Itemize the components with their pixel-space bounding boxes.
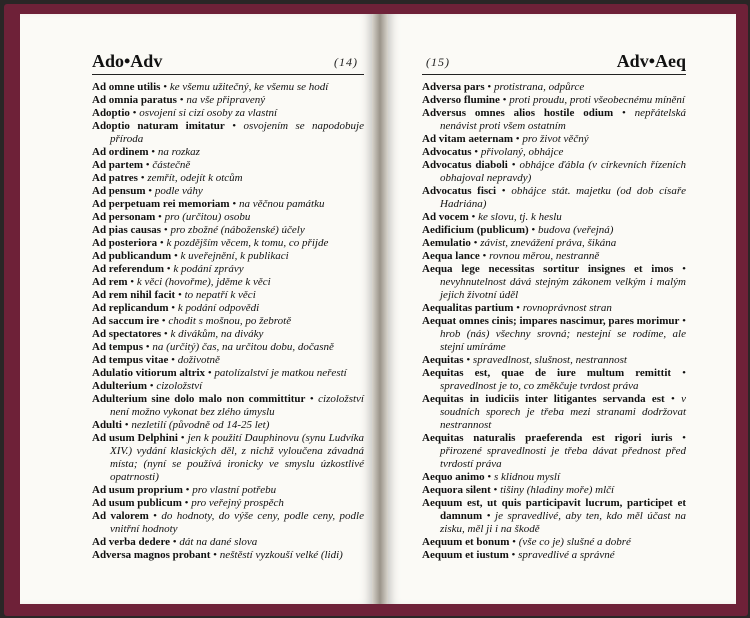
dictionary-entry: Ad usum Delphini • jen k použití Dauphinovu (synu Ludvíka XIV.) vydání klasických děl, z nichž vyloučena závadná místa; (nyní se používá ironicky ve smyslu úzkostlivé opatrnosti)	[92, 432, 365, 483]
dictionary-entry: Aequa lance • rovnou měrou, nestranně	[422, 250, 600, 262]
entry-term: Adoptio	[92, 107, 130, 119]
entry-term: Adversa magnos probant	[92, 549, 211, 561]
entry-definition: zemřít, odejít k otcům	[147, 172, 243, 184]
dictionary-entry: Aequitas naturalis praeferenda est rigori iuris • přirozené spravedlnosti je třeba dávat přednost před tvrdostí práva	[422, 432, 686, 470]
dictionary-entry: Aequalitas partium • rovnoprávnost stran	[422, 302, 612, 314]
left-entry-list	[92, 81, 364, 562]
entry-term: Ad tempus vitae	[92, 354, 169, 366]
entry-definition: ke všemu užitečný, ke všemu se hodí	[169, 81, 329, 93]
entry-term: Ad valorem	[92, 510, 149, 522]
dictionary-entry: Aequitas • spravedlnost, slušnost, nestrannost	[422, 354, 627, 366]
entry-definition: k pozdějším věcem, k tomu, co přijde	[166, 237, 329, 249]
entry-term: Ad vitam aeternam	[422, 133, 514, 145]
entry-definition: budova (veřejná)	[538, 224, 614, 236]
entry-definition: rovnoprávnost stran	[522, 302, 612, 314]
entry-definition: obhájce stát. majetku (od dob císaře Hadriána)	[440, 185, 686, 210]
entry-definition: doživotně	[177, 354, 220, 366]
entry-term: Aequum et iustum	[422, 549, 509, 561]
dictionary-entry: Adversa magnos probant • neštěstí vyzkouší velké (lidi)	[92, 549, 343, 561]
entry-definition: k divákům, na diváky	[170, 328, 264, 340]
entry-term: Aequitas	[422, 354, 464, 366]
entry-term: Aequora silent	[422, 484, 491, 496]
dictionary-entry: Ad rem nihil facit • to nepatří k věci	[92, 289, 256, 301]
entry-definition: na vše připravený	[186, 94, 266, 106]
dictionary-entry: Ad posteriora • k pozdějším věcem, k tomu, co přijde	[92, 237, 329, 249]
dictionary-entry: Ad ordinem • na rozkaz	[92, 146, 200, 158]
dictionary-entry: Adulatio vitiorum altrix • patolízalství je matkou neřestí	[92, 367, 347, 379]
dictionary-entry: Advocatus diaboli • obhájce ďábla (v církevních řízeních obhajoval nepravdy)	[422, 159, 686, 184]
entry-term: Aemulatio	[422, 237, 471, 249]
dictionary-entry: Ad pias causas • pro zbožné (náboženské) účely	[92, 224, 305, 236]
left-page-number: (14)	[334, 55, 358, 69]
dictionary-entry: Aemulatio • závist, znevážení práva, šikána	[422, 237, 617, 249]
entry-term: Aequitas in iudiciis inter litigantes servanda est	[422, 393, 665, 405]
entry-definition: neštěstí vyzkouší velké (lidi)	[219, 549, 343, 561]
dictionary-entry: Aequum est, ut quis participavit lucrum, participet et damnum • je spravedlivé, aby ten, kdo měl účast na zisku, měl ji i na škodě	[422, 497, 686, 535]
entry-term: Ad verba dedere	[92, 536, 171, 548]
dictionary-entry: Ad vitam aeternam • pro život věčný	[422, 133, 589, 145]
entry-definition: k podání zprávy	[173, 263, 244, 275]
entry-term: Ad pensum	[92, 185, 146, 197]
entry-definition: pro veřejný prospěch	[191, 497, 284, 509]
entry-term: Ad tempus	[92, 341, 144, 353]
entry-term: Ad partem	[92, 159, 144, 171]
dictionary-entry: Adversus omnes alios hostile odium • nepřátelská nenávist proti všem ostatním	[422, 107, 686, 132]
entry-term: Ad referendum	[92, 263, 165, 275]
entry-definition: spravedlnost, slušnost, nestrannost	[472, 354, 627, 366]
dictionary-entry: Ad omnia paratus • na vše připravený	[92, 94, 266, 106]
entry-term: Ad omne utilis	[92, 81, 161, 93]
entry-term: Aequitas est, quae de iure multum remittit	[422, 367, 672, 379]
entry-term: Ad spectatores	[92, 328, 162, 340]
dictionary-entry: Aequitas est, quae de iure multum remittit • spravedlnost je to, co změkčuje tvrdost práva	[422, 367, 686, 392]
entry-term: Aequa lege necessitas sortitur insignes et imos	[422, 263, 674, 275]
dictionary-entry: Ad publicandum • k uveřejnění, k publikaci	[92, 250, 289, 262]
entry-definition: závist, znevážení práva, šikána	[480, 237, 617, 249]
dictionary-entry: Adulterium • cizoložství	[92, 380, 203, 392]
left-header-title: Ado•Adv	[92, 51, 163, 71]
entry-term: Ad usum Delphini	[92, 432, 178, 444]
entry-term: Adversa pars	[422, 81, 485, 93]
entry-definition: patolízalství je matkou neřestí	[214, 367, 347, 379]
entry-definition: přirozené spravedlnosti je třeba dávat přednost před tvrdostí práva	[440, 445, 686, 470]
entry-definition: to nepatří k věci	[184, 289, 256, 301]
dictionary-entry: Adulti • nezletilí (původně od 14-25 let)	[92, 419, 270, 431]
dictionary-entry: Adulterium sine dolo malo non committitur • cizoložství není možno vykonat bez zlého úmyslu	[92, 393, 364, 418]
entry-term: Adversus omnes alios hostile odium	[422, 107, 614, 119]
entry-definition: protistrana, odpůrce	[494, 81, 585, 93]
entry-definition: tišiny (hladiny moře) mlčí	[500, 484, 615, 496]
entry-term: Aequalitas partium	[422, 302, 514, 314]
entry-term: Aequo animo	[422, 471, 485, 483]
entry-definition: nezletilí (původně od 14-25 let)	[131, 419, 270, 431]
left-page-header	[92, 50, 364, 75]
entry-definition: jen k použití Dauphinovu (synu Ludvíka XIV.) vydání klasických děl, z nichž vyloučena závadná místa; (nyní se používá ironicky ve smyslu úzkostlivé opatrnosti)	[110, 432, 365, 483]
entry-definition: na věčnou památku	[238, 198, 325, 210]
entry-definition: přivolaný, obhájce	[480, 146, 564, 158]
dictionary-entry: Aequo animo • s klidnou myslí	[422, 471, 561, 483]
entry-term: Aequitas naturalis praeferenda est rigori iuris	[422, 432, 673, 444]
entry-term: Ad rem nihil facit	[92, 289, 176, 301]
entry-term: Adoptio naturam imitatur	[92, 120, 225, 132]
entry-term: Adverso flumine	[422, 94, 500, 106]
book-gutter	[372, 14, 388, 604]
entry-term: Adulterium	[92, 380, 147, 392]
entry-definition: pro (určitou) osobu	[164, 211, 251, 223]
entry-term: Ad personam	[92, 211, 156, 223]
entry-definition: pro vlastní potřebu	[192, 484, 277, 496]
dictionary-entry: Adoptio • osvojení si cizí osoby za vlastní	[92, 107, 278, 119]
entry-term: Ad replicandum	[92, 302, 169, 314]
dictionary-entry: Advocatus fisci • obhájce stát. majetku (od dob císaře Hadriána)	[422, 185, 686, 210]
entry-term: Ad omnia paratus	[92, 94, 177, 106]
dictionary-entry: Aequat omnes cinis; impares nascimur, pares morimur • hrob (nás) všechny srovná; nestejní se rodíme, ale stejní umíráme	[422, 315, 686, 353]
dictionary-entry: Ad usum publicum • pro veřejný prospěch	[92, 497, 284, 509]
dictionary-entry: Ad vocem • ke slovu, tj. k heslu	[422, 211, 562, 223]
entry-definition: dát na dané slova	[179, 536, 258, 548]
entry-term: Aedificium (publicum)	[422, 224, 529, 236]
dictionary-entry: Aequum et bonum • (vše co je) slušné a dobré	[422, 536, 631, 548]
entry-term: Ad rem	[92, 276, 128, 288]
dictionary-entry: Ad verba dedere • dát na dané slova	[92, 536, 258, 548]
dictionary-entry: Aequora silent • tišiny (hladiny moře) mlčí	[422, 484, 615, 496]
dictionary-entry: Aequum et iustum • spravedlivé a správné	[422, 549, 615, 561]
entry-definition: ke slovu, tj. k heslu	[478, 211, 562, 223]
entry-definition: k podání odpovědi	[177, 302, 260, 314]
entry-term: Ad usum publicum	[92, 497, 182, 509]
dictionary-entry: Ad replicandum • k podání odpovědi	[92, 302, 260, 314]
entry-definition: cizoložství	[156, 380, 203, 392]
right-entry-list	[422, 81, 686, 562]
entry-definition: částečně	[152, 159, 191, 171]
dictionary-entry: Adverso flumine • proti proudu, proti všeobecnému mínění	[422, 94, 685, 106]
entry-definition: nepřátelská nenávist proti všem ostatním	[440, 107, 686, 132]
dictionary-entry: Ad personam • pro (určitou) osobu	[92, 211, 251, 223]
entry-term: Advocatus	[422, 146, 472, 158]
entry-definition: na (určitý) čas, na určitou dobu, dočasně	[152, 341, 334, 353]
dictionary-entry: Ad valorem • do hodnoty, do výše ceny, podle ceny, podle vnitřní hodnoty	[92, 510, 364, 535]
entry-definition: hrob (nás) všechny srovná; nestejní se rodíme, ale stejní umíráme	[440, 328, 686, 353]
entry-definition: nevyhnutelnost dává stejným zákonem velkým i malým jejich životní úděl	[440, 276, 686, 301]
entry-term: Aequum est, ut quis participavit lucrum, participet et damnum	[422, 497, 686, 522]
right-page-number: (15)	[426, 55, 450, 69]
dictionary-entry: Ad tempus vitae • doživotně	[92, 354, 220, 366]
entry-term: Aequat omnes cinis; impares nascimur, pares morimur	[422, 315, 680, 327]
dictionary-entry: Aequitas in iudiciis inter litigantes servanda est • v soudních sporech je třeba mezi stranami dodržovat nestrannost	[422, 393, 686, 431]
entry-definition: proti proudu, proti všeobecnému mínění	[509, 94, 685, 106]
right-page-header	[422, 50, 686, 75]
left-page	[20, 14, 372, 604]
dictionary-entry: Ad referendum • k podání zprávy	[92, 263, 244, 275]
entry-definition: spravedlivé a správné	[518, 549, 615, 561]
entry-definition: osvojením se napodobuje příroda	[110, 120, 364, 145]
entry-definition: (vše co je) slušné a dobré	[518, 536, 631, 548]
entry-term: Ad saccum ire	[92, 315, 160, 327]
dictionary-entry: Ad omne utilis • ke všemu užitečný, ke všemu se hodí	[92, 81, 329, 93]
dictionary-entry: Ad usum proprium • pro vlastní potřebu	[92, 484, 277, 496]
entry-definition: podle váhy	[154, 185, 203, 197]
entry-term: Ad posteriora	[92, 237, 158, 249]
dictionary-entry: Ad patres • zemřít, odejít k otcům	[92, 172, 243, 184]
right-page	[388, 14, 736, 604]
entry-definition: pro zbožné (náboženské) účely	[170, 224, 305, 236]
right-header-title: Adv•Aeq	[616, 51, 686, 71]
book	[4, 4, 748, 616]
entry-definition: spravedlnost je to, co změkčuje tvrdost práva	[440, 380, 639, 392]
entry-definition: do hodnoty, do výše ceny, podle ceny, podle vnitřní hodnoty	[110, 510, 364, 535]
entry-definition: rovnou měrou, nestranně	[489, 250, 600, 262]
dictionary-entry: Ad rem • k věci (hovořme), jděme k věci	[92, 276, 271, 288]
entry-term: Advocatus diaboli	[422, 159, 508, 171]
entry-term: Ad perpetuam rei memoriam	[92, 198, 230, 210]
entry-term: Adulterium sine dolo malo non committitur	[92, 393, 306, 405]
dictionary-entry: Ad spectatores • k divákům, na diváky	[92, 328, 264, 340]
entry-definition: k uveřejnění, k publikaci	[180, 250, 289, 262]
entry-definition: pro život věčný	[522, 133, 589, 145]
entry-term: Advocatus fisci	[422, 185, 497, 197]
entry-definition: s klidnou myslí	[494, 471, 561, 483]
entry-term: Adulatio vitiorum altrix	[92, 367, 206, 379]
entry-definition: cizoložství není možno vykonat bez zlého úmyslu	[110, 393, 364, 418]
entry-definition: na rozkaz	[157, 146, 200, 158]
entry-definition: k věci (hovořme), jděme k věci	[136, 276, 271, 288]
dictionary-entry: Adoptio naturam imitatur • osvojením se napodobuje příroda	[92, 120, 364, 145]
dictionary-entry: Ad perpetuam rei memoriam • na věčnou památku	[92, 198, 325, 210]
entry-term: Ad vocem	[422, 211, 469, 223]
entry-term: Ad usum proprium	[92, 484, 183, 496]
entry-term: Adulti	[92, 419, 122, 431]
dictionary-entry: Aedificium (publicum) • budova (veřejná)	[422, 224, 614, 236]
entry-term: Ad publicandum	[92, 250, 172, 262]
dictionary-entry: Advocatus • přivolaný, obhájce	[422, 146, 564, 158]
dictionary-entry: Ad saccum ire • chodit s mošnou, po žebrotě	[92, 315, 292, 327]
dictionary-entry: Ad partem • částečně	[92, 159, 191, 171]
entry-term: Ad ordinem	[92, 146, 149, 158]
entry-definition: chodit s mošnou, po žebrotě	[168, 315, 292, 327]
dictionary-entry: Aequa lege necessitas sortitur insignes et imos • nevyhnutelnost dává stejným zákonem velkým i malým jejich životní úděl	[422, 263, 686, 301]
entry-definition: v soudních sporech je třeba mezi stranami dodržovat nestrannost	[440, 393, 686, 431]
dictionary-entry: Ad pensum • podle váhy	[92, 185, 203, 197]
entry-definition: osvojení si cizí osoby za vlastní	[139, 107, 278, 119]
dictionary-entry: Ad tempus • na (určitý) čas, na určitou dobu, dočasně	[92, 341, 334, 353]
entry-definition: obhájce ďábla (v církevních řízeních obhajoval nepravdy)	[440, 159, 686, 184]
entry-term: Aequa lance	[422, 250, 480, 262]
entry-definition: je spravedlivé, aby ten, kdo měl účast na zisku, měl ji i na škodě	[440, 510, 686, 535]
dictionary-entry: Adversa pars • protistrana, odpůrce	[422, 81, 585, 93]
entry-term: Ad patres	[92, 172, 138, 184]
entry-term: Ad pias causas	[92, 224, 162, 236]
entry-term: Aequum et bonum	[422, 536, 510, 548]
